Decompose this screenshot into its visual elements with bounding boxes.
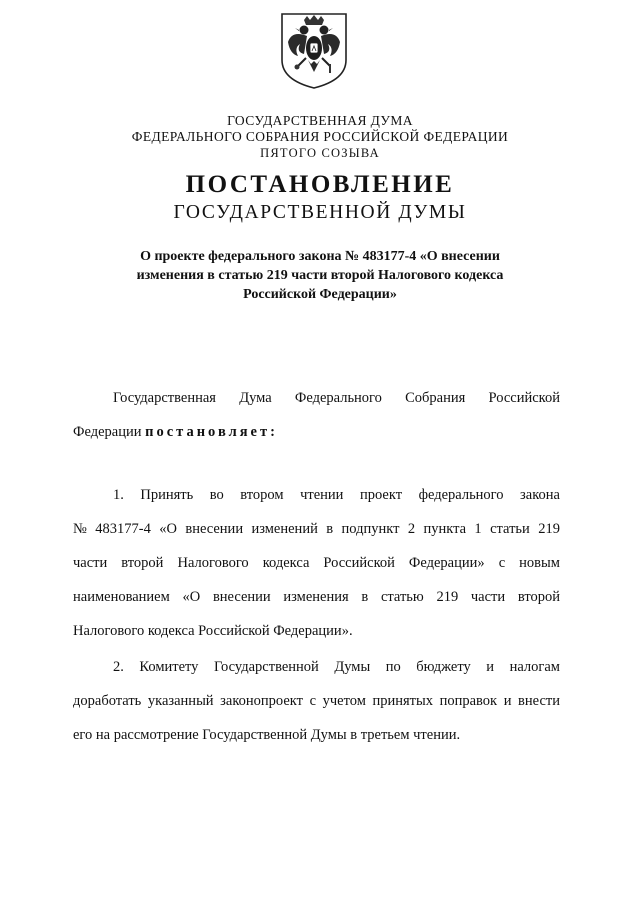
word: втором — [240, 487, 284, 503]
word: второй — [517, 589, 560, 605]
word: 1. — [113, 487, 124, 503]
subject-line: О проекте федерального закона № 483177-4 «О внесении — [140, 249, 500, 264]
word: Думы — [334, 659, 371, 675]
word: Налогового — [177, 555, 249, 571]
item-1-line — [73, 512, 560, 546]
word: подпункт — [341, 521, 400, 537]
word: изменений — [251, 521, 318, 537]
word: налогам — [509, 659, 560, 675]
word: Российской — [488, 390, 560, 406]
word: части — [73, 555, 108, 571]
word: «О — [182, 589, 201, 605]
item-2-line — [73, 684, 560, 718]
word: проект — [359, 487, 403, 503]
header-line-1: ГОСУДАРСТВЕННАЯ ДУМА — [227, 113, 413, 128]
word: доработать — [73, 693, 142, 709]
word: Собрания — [405, 390, 466, 406]
word: № — [73, 521, 87, 537]
word: с — [309, 693, 316, 709]
word: закона — [520, 487, 560, 503]
word: Федерации — [73, 424, 142, 440]
item-1-line — [73, 614, 560, 648]
word: «О — [159, 521, 177, 537]
word: учетом — [322, 693, 366, 709]
word: Дума — [239, 390, 272, 406]
word: Принять — [140, 487, 194, 503]
word: законопроект — [220, 693, 303, 709]
word: статью — [380, 589, 424, 605]
header-line-3: ПЯТОГО СОЗЫВА — [260, 146, 380, 160]
word: 219 — [436, 589, 459, 605]
subject-line: Российской Федерации» — [243, 287, 397, 302]
word: и — [486, 659, 495, 675]
item-1-paragraph — [73, 478, 560, 648]
word: 2 — [407, 521, 416, 537]
item-1-line — [73, 580, 560, 614]
word: изменения — [283, 589, 349, 605]
item-1-line — [73, 478, 560, 512]
document-subject — [100, 247, 540, 304]
word: внесении — [185, 521, 244, 537]
word: 483177-4 — [95, 521, 151, 537]
word: бюджету — [416, 659, 471, 675]
resolves-word: постановляет: — [145, 424, 278, 440]
preamble-line — [73, 415, 560, 449]
word: Федерации» — [408, 555, 485, 571]
word: с — [498, 555, 506, 571]
word: Комитету — [139, 659, 199, 675]
word: и — [503, 693, 512, 709]
word: кодекса — [262, 555, 310, 571]
word: федерального — [418, 487, 504, 503]
word: Государственной — [213, 659, 319, 675]
word: Налогового кодекса Российской Федерации». — [73, 623, 353, 639]
document-type: ПОСТАНОВЛЕНИЕ — [185, 171, 455, 198]
word: во — [209, 487, 224, 503]
item-2-paragraph — [73, 650, 560, 752]
word: принятых — [372, 693, 433, 709]
word: внесении — [212, 589, 271, 605]
word: наименованием — [73, 589, 170, 605]
word: второй — [121, 555, 164, 571]
coat-of-arms-icon — [274, 8, 354, 92]
word: в — [361, 589, 369, 605]
word: пункта — [423, 521, 467, 537]
item-1-line — [73, 546, 560, 580]
item-2-line — [73, 718, 560, 752]
document-issuer: ГОСУДАРСТВЕННОЙ ДУМЫ — [173, 202, 467, 223]
word: 219 — [538, 521, 560, 537]
word: Государственная — [113, 390, 216, 406]
word: чтении — [300, 487, 344, 503]
header-line-2: ФЕДЕРАЛЬНОГО СОБРАНИЯ РОССИЙСКОЙ ФЕДЕРАЦИИ — [131, 129, 509, 144]
word: поправок — [439, 693, 498, 709]
word: указанный — [147, 693, 214, 709]
word: статьи — [490, 521, 530, 537]
word: 2. — [113, 659, 124, 675]
word: 1 — [474, 521, 482, 537]
subject-line: изменения в статью 219 части второй Налогового кодекса — [136, 268, 504, 283]
word: в — [326, 521, 334, 537]
preamble-paragraph — [73, 381, 560, 449]
word: новым — [519, 555, 560, 571]
word: части — [470, 589, 506, 605]
item-2-line — [73, 650, 560, 684]
word: Российской — [323, 555, 395, 571]
word: по — [385, 659, 401, 675]
preamble-line — [73, 381, 560, 415]
word: внести — [518, 693, 560, 709]
word: Федерального — [294, 390, 382, 406]
word: его на рассмотрение Государственной Думы в третьем чтении. — [73, 727, 461, 743]
